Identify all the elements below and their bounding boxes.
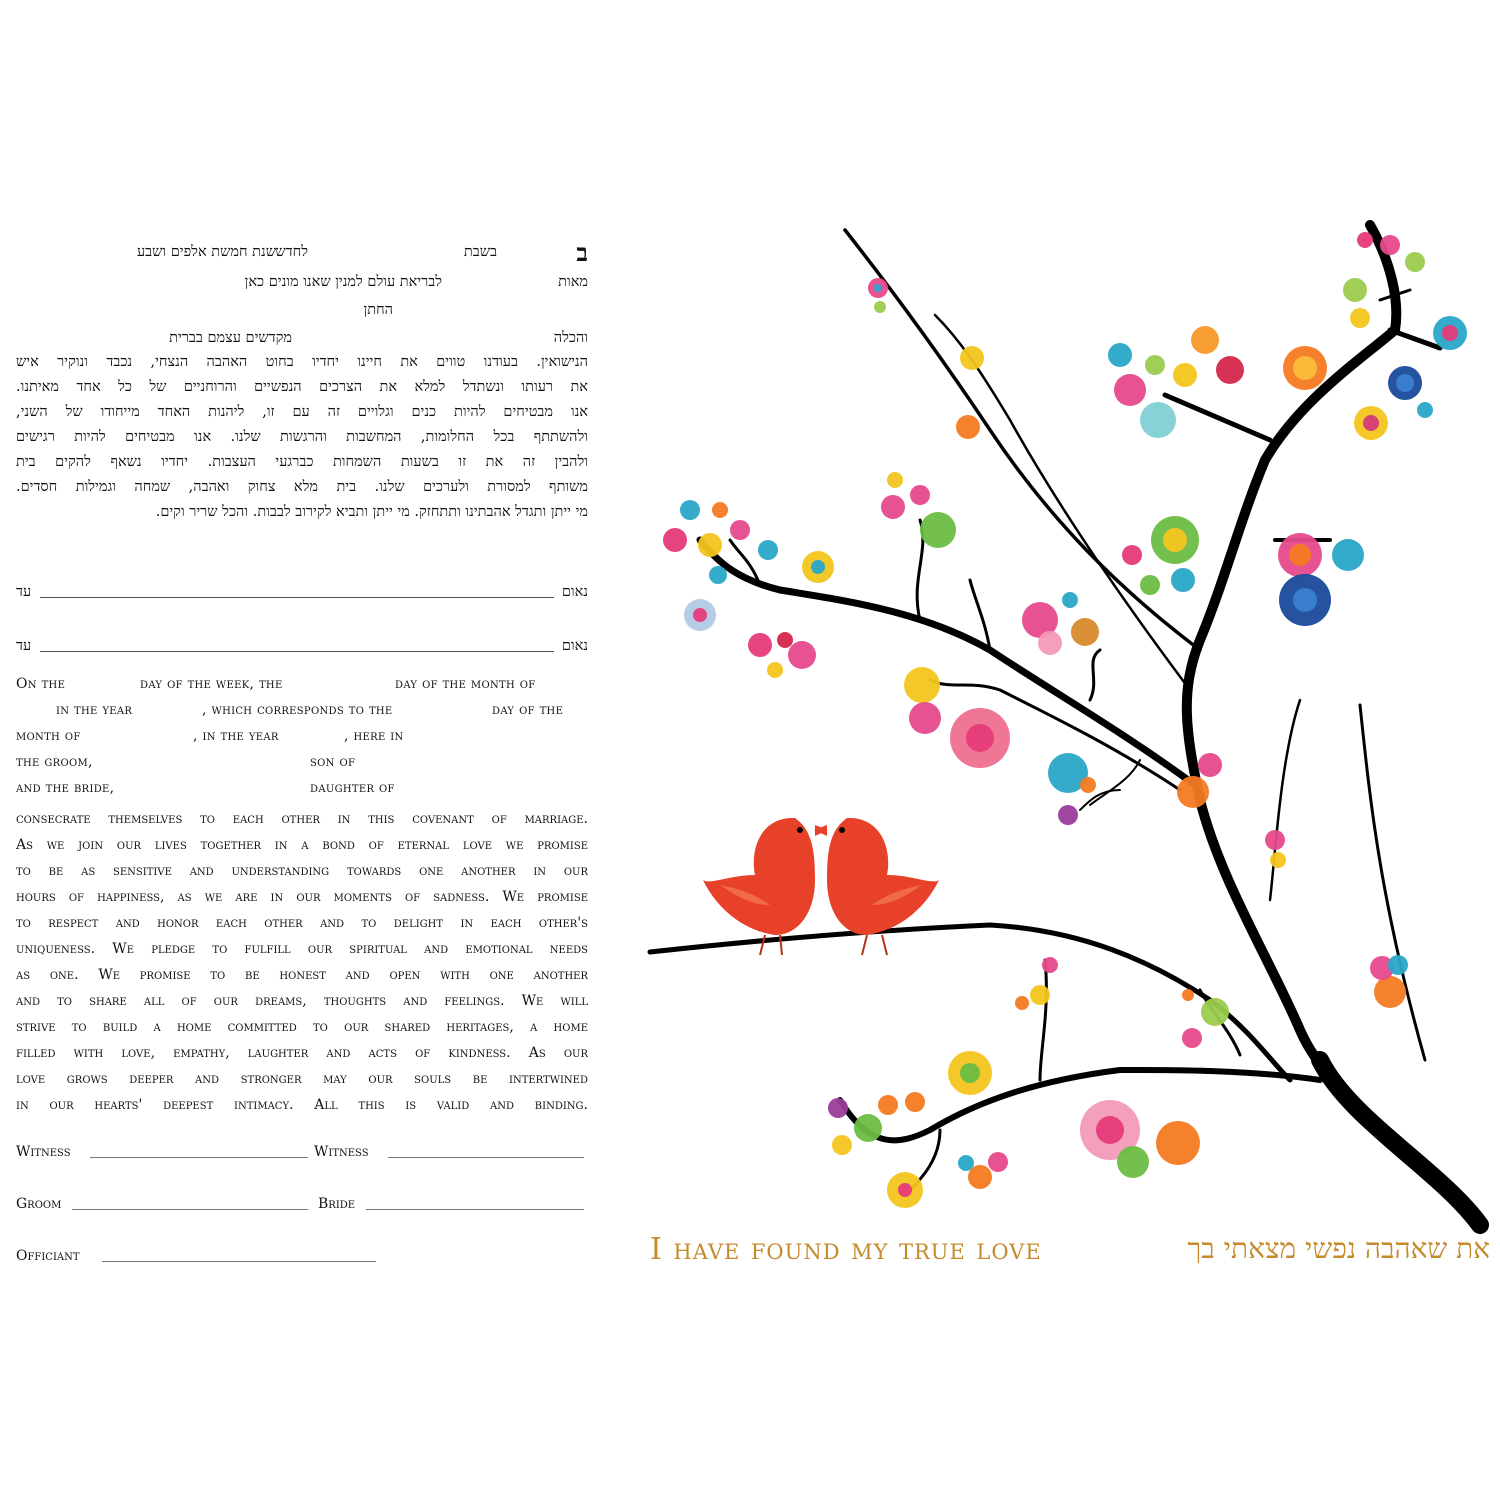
english-intro-text: the groom, bbox=[16, 754, 93, 770]
hebrew-creation: לבריאת עולם למנין שאנו מונים כאן bbox=[244, 274, 442, 290]
signature-line[interactable] bbox=[102, 1261, 376, 1262]
tree-branches bbox=[650, 225, 1480, 1225]
english-paragraph-line: As we join our lives together in a bond of eternal love we promise bbox=[16, 837, 588, 853]
english-intro-text: , which corresponds to the bbox=[202, 702, 393, 718]
english-paragraph-line: filled with love, empathy, laughter and acts of kindness. As our bbox=[16, 1045, 588, 1061]
english-intro-text: On the bbox=[16, 676, 66, 692]
officiant-label: Officiant bbox=[16, 1248, 80, 1264]
english-intro-text: day of the bbox=[492, 702, 564, 718]
motto-english: I have found my true love bbox=[650, 1232, 1042, 1267]
signature-line[interactable] bbox=[90, 1157, 308, 1158]
signature-line[interactable] bbox=[366, 1209, 584, 1210]
blossoms bbox=[663, 232, 1467, 1208]
english-paragraph-line: strive to build a home committed to our shared heritages, a home bbox=[16, 1019, 588, 1035]
officiant-signature[interactable] bbox=[16, 1248, 376, 1270]
signature-line[interactable] bbox=[40, 597, 554, 598]
english-intro-text: in the year bbox=[56, 702, 133, 718]
english-paragraph-line: love grows deeper and stronger may our souls be intertwined bbox=[16, 1071, 588, 1087]
english-intro-text: and the bride, bbox=[16, 780, 115, 796]
hebrew-beshabbat: בשבת bbox=[463, 244, 497, 260]
english-paragraph-line: uniqueness. We pledge to fulfill our spiritual and emotional needs bbox=[16, 941, 588, 957]
witness-1-signature[interactable] bbox=[16, 1144, 308, 1166]
motto bbox=[650, 1232, 1490, 1278]
english-intro-text: month of bbox=[16, 728, 81, 744]
english-paragraph-line: as one. We promise to be honest and open with one another bbox=[16, 967, 588, 983]
hebrew-signature-label: נאום bbox=[561, 584, 588, 600]
hebrew-paragraph-line: אנו מבטיחים להיות כנים וגלויים זה עם זו, ליהנות האחד מייחודו של השני, bbox=[16, 404, 588, 420]
signature-line[interactable] bbox=[388, 1157, 584, 1158]
hebrew-paragraph-line: מי ייתן ותגדל אהבתינו ותתחזק. מי ייתן ותביא לקירוב לבבות. והכל שריר וקים. bbox=[155, 504, 588, 520]
english-paragraph bbox=[16, 806, 588, 1118]
signature-line[interactable] bbox=[72, 1209, 308, 1210]
english-intro-text: son of bbox=[310, 754, 356, 770]
hebrew-vehakallah: והכלה bbox=[553, 330, 588, 346]
english-paragraph-line: and to share all of our dreams, thoughts and feelings. We will bbox=[16, 993, 588, 1009]
motto-hebrew: את שאהבה נפשי מצאתי בך bbox=[1187, 1232, 1490, 1265]
witness-label: Witness bbox=[16, 1144, 71, 1160]
hebrew-mekadshim: מקדשים עצמם בברית bbox=[169, 330, 292, 346]
english-intro-text: , in the year bbox=[193, 728, 279, 744]
hebrew-chatan: החתן bbox=[363, 302, 393, 318]
hebrew-initial: ב bbox=[576, 238, 588, 267]
hebrew-year: שנת חמשת אלפים ושבע bbox=[136, 244, 276, 260]
groom-label: Groom bbox=[16, 1196, 62, 1212]
hebrew-witness-label: עד bbox=[16, 638, 32, 654]
english-paragraph-line: to respect and honor each other and to delight in each other's bbox=[16, 915, 588, 931]
tree-illustration bbox=[640, 210, 1500, 1240]
hebrew-paragraph-line: את רעותו ונשתדל למלא את הצרכים הנפשיים והרוחניים של כל אחד מאיתנו. bbox=[16, 379, 588, 395]
hebrew-signature-line-2[interactable] bbox=[16, 638, 588, 660]
english-paragraph-line: consecrate themselves to each other in this covenant of marriage. bbox=[16, 811, 588, 827]
hebrew-signature-label: נאום bbox=[561, 638, 588, 654]
bride-signature[interactable] bbox=[318, 1196, 584, 1218]
hebrew-paragraph-line: משותף למסורת ולערכים שלנו. בית מלא צחוק ואהבה, שמחה וגמילות חסדים. bbox=[16, 479, 588, 495]
witness-label: Witness bbox=[314, 1144, 369, 1160]
hebrew-lachodesh: לחדש bbox=[275, 244, 308, 260]
hebrew-paragraph-line: ולהבין זה את זו בשעות השמחות כברגעי העצבות. יחדיו נשאף להקים בית bbox=[16, 454, 588, 470]
english-paragraph-line: hours of happiness, as we are in our moments of sadness. We promise bbox=[16, 889, 588, 905]
hebrew-paragraph-line: הנישואין. בעודנו טווים את חיינו יחדיו בחוט האהבה הנצחי, נכבד ונוקיר איש bbox=[16, 354, 588, 370]
witness-2-signature[interactable] bbox=[314, 1144, 584, 1166]
english-paragraph-line: in our hearts' deepest intimacy. All this is valid and binding. bbox=[16, 1097, 588, 1113]
english-intro-text: daughter of bbox=[310, 780, 395, 796]
hebrew-paragraph bbox=[16, 350, 588, 525]
english-intro-text: day of the week, the bbox=[140, 676, 283, 692]
hebrew-signature-line-1[interactable] bbox=[16, 584, 588, 606]
english-intro-text: , here in bbox=[344, 728, 404, 744]
hebrew-paragraph-line: ולהשתתף בכל החלומות, המחשבות והרגשות שלנו. אנו מבטיחים להיות רגישים bbox=[16, 429, 588, 445]
hebrew-meot: מאות bbox=[558, 274, 588, 290]
bride-label: Bride bbox=[318, 1196, 356, 1212]
flower bbox=[663, 232, 1467, 1208]
hebrew-witness-label: עד bbox=[16, 584, 32, 600]
groom-signature[interactable] bbox=[16, 1196, 308, 1218]
english-paragraph-line: to be as sensitive and understanding towards one another in our bbox=[16, 863, 588, 879]
english-intro-text: day of the month of bbox=[395, 676, 536, 692]
signature-line[interactable] bbox=[40, 651, 554, 652]
